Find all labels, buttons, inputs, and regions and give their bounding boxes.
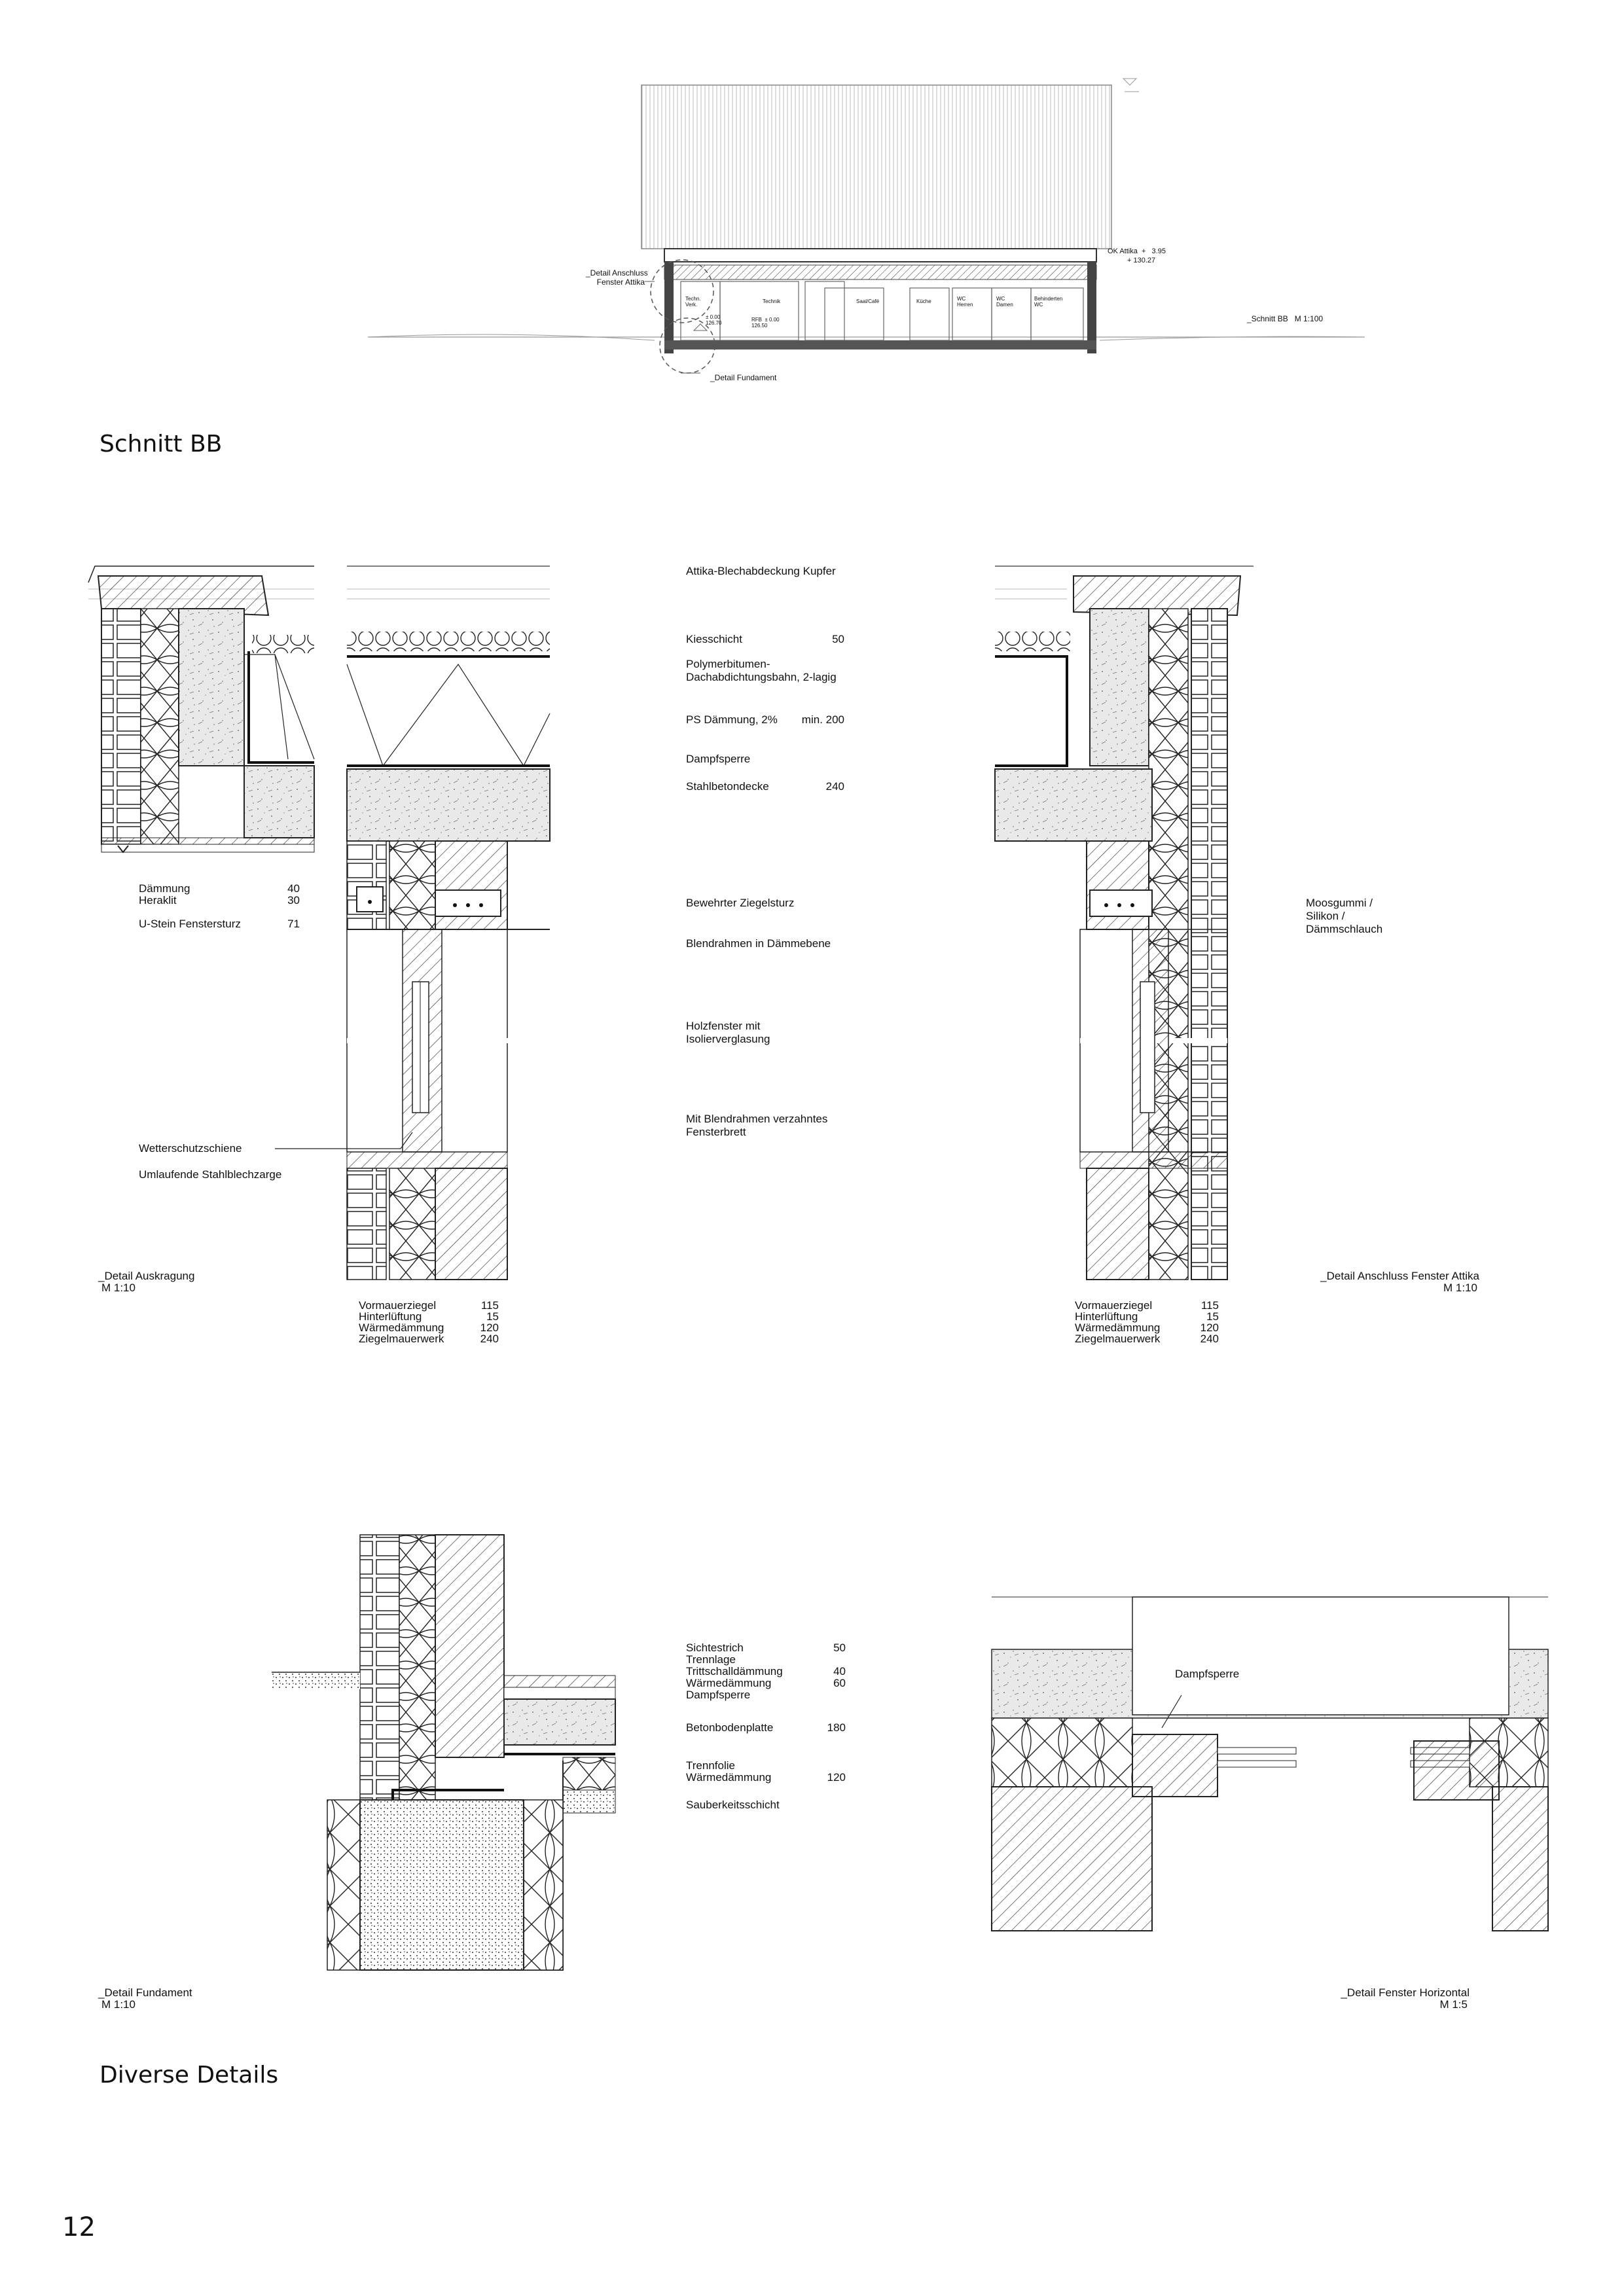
floor-layer-value: 60: [833, 1677, 846, 1689]
detail-fenster-horizontal-drawing: [992, 1597, 1548, 1931]
level-attika-abs: + 130.27: [1127, 257, 1156, 264]
detail-auskragung-drawing: [88, 566, 314, 852]
room-label: WC Damen: [996, 296, 1013, 308]
floor-layer-name: Trennlage: [686, 1653, 736, 1666]
section-bb: [368, 79, 1365, 373]
wall-layer-name: Ziegelmauerwerk: [1075, 1333, 1161, 1345]
detail-fundament-drawing: [272, 1535, 615, 1970]
wall-layer-value: 240: [1200, 1333, 1219, 1345]
wall-layer-name: Wärmedämmung: [359, 1321, 444, 1334]
room-label: Technik: [763, 298, 781, 304]
label-heraklit: Heraklit: [139, 894, 177, 906]
roof-layer-name: PS Dämmung, 2%: [686, 713, 778, 726]
value-u-stein: 71: [287, 918, 300, 930]
floor-layer-name: Sichtestrich: [686, 1641, 744, 1654]
heading-diverse-details: Diverse Details: [99, 2062, 279, 2089]
window-note: Holzfenster mit Isolierverglasung: [686, 1020, 770, 1045]
floor-layer-name: Sauberkeitsschicht: [686, 1799, 780, 1811]
detail-center-drawing: [347, 566, 550, 1280]
roof-layer-name: Polymerbitumen- Dachabdichtungsbahn, 2-lagig: [686, 658, 837, 683]
floor-layer-value: 120: [827, 1771, 846, 1784]
label-u-stein: U-Stein Fenstersturz: [139, 918, 241, 930]
floor-layer-name: Wärmedämmung: [686, 1771, 772, 1784]
wall-layer-name: Hinterlüftung: [359, 1310, 422, 1323]
detail-fundament-label: _Detail Fundament: [98, 1986, 192, 1999]
wall-layer-value: 115: [480, 1299, 499, 1312]
heading-schnitt: Schnitt BB: [99, 431, 223, 457]
roof-layer-name: Dampfsperre: [686, 753, 751, 765]
detail-fenster-horizontal-label: _Detail Fenster Horizontal: [1341, 1986, 1470, 1999]
roof-layer-name: Attika-Blechabdeckung Kupfer: [686, 565, 836, 577]
roof-layer-name: Kiesschicht: [686, 633, 742, 645]
room-label: Techn. Verk.: [685, 296, 701, 308]
callout-fundament-section: _Detail Fundament: [710, 373, 777, 382]
window-note: Bewehrter Ziegelsturz: [686, 897, 795, 909]
roof-layer-value: min. 200: [801, 713, 844, 726]
floor-layer-name: Trittschalldämmung: [686, 1665, 783, 1677]
roof-layer-value: 50: [832, 633, 844, 645]
floor-layer-name: Wärmedämmung: [686, 1677, 772, 1689]
wall-layer-value: 15: [1206, 1310, 1219, 1323]
roof-layer-name: Stahlbetondecke: [686, 780, 769, 793]
floor-layer-name: Betonbodenplatte: [686, 1721, 774, 1734]
value-daemmung: 40: [287, 882, 300, 895]
detail-auskragung-label: _Detail Auskragung: [98, 1270, 195, 1282]
wall-layer-value: 120: [1200, 1321, 1219, 1334]
floor-layer-name: Trennfolie: [686, 1759, 735, 1772]
wall-layer-value: 115: [1200, 1299, 1219, 1312]
detail-anschluss-scale: M 1:10: [1443, 1282, 1477, 1294]
room-label: Küche: [916, 298, 931, 304]
callout-attika-section: _Detail Anschluss Fenster Attika: [586, 268, 648, 287]
detail-auskragung-scale: M 1:10: [101, 1282, 135, 1294]
detail-anschluss-drawing: [995, 566, 1254, 1280]
right-note-moosgummi: Moosgummi / Silikon / Dämmschlauch: [1306, 897, 1383, 935]
page-number: 12: [62, 2212, 96, 2242]
roof-layer-value: 240: [825, 780, 844, 793]
wall-layer-value: 120: [480, 1321, 499, 1334]
window-note: Mit Blendrahmen verzahntes Fensterbrett: [686, 1113, 828, 1138]
wall-layer-name: Hinterlüftung: [1075, 1310, 1138, 1323]
wall-layer-value: 240: [480, 1333, 499, 1345]
wall-layer-name: Vormauerziegel: [1075, 1299, 1153, 1312]
room-label: WC Herren: [957, 296, 973, 308]
level-attika: OK Attika + 3.95: [1108, 247, 1166, 255]
wall-layer-name: Vormauerziegel: [359, 1299, 437, 1312]
value-heraklit: 30: [287, 894, 300, 906]
floor-layer-value: 50: [833, 1641, 846, 1654]
level-rfb: RFB ± 0.00 126.50: [751, 317, 780, 329]
detail-fundament-scale: M 1:10: [101, 1998, 135, 2011]
floor-layer-value: 180: [827, 1721, 846, 1734]
section-scale-label: _Schnitt BB M 1:100: [1247, 314, 1324, 323]
level-ffb: ± 0.00 126.70: [706, 314, 722, 326]
wall-layer-name: Ziegelmauerwerk: [359, 1333, 444, 1345]
detail-anschluss-label: _Detail Anschluss Fenster Attika: [1320, 1270, 1479, 1282]
label-zarge: Umlaufende Stahlblechzarge: [139, 1168, 282, 1181]
leader-lines: [275, 1132, 412, 1149]
floor-layer-name: Dampfsperre: [686, 1689, 751, 1701]
window-note: Blendrahmen in Dämmebene: [686, 937, 831, 950]
label-wetterschutzschiene: Wetterschutzschiene: [139, 1142, 242, 1155]
floor-layer-value: 40: [833, 1665, 846, 1677]
label-daemmung: Dämmung: [139, 882, 190, 895]
room-label: Saal/Café: [856, 298, 880, 304]
wall-layer-name: Wärmedämmung: [1075, 1321, 1161, 1334]
room-label: Behinderten WC: [1034, 296, 1063, 308]
detail-fenster-horizontal-scale: M 1:5: [1439, 1998, 1468, 2011]
label-dampfsperre: Dampfsperre: [1175, 1668, 1240, 1680]
wall-layer-value: 15: [486, 1310, 499, 1323]
